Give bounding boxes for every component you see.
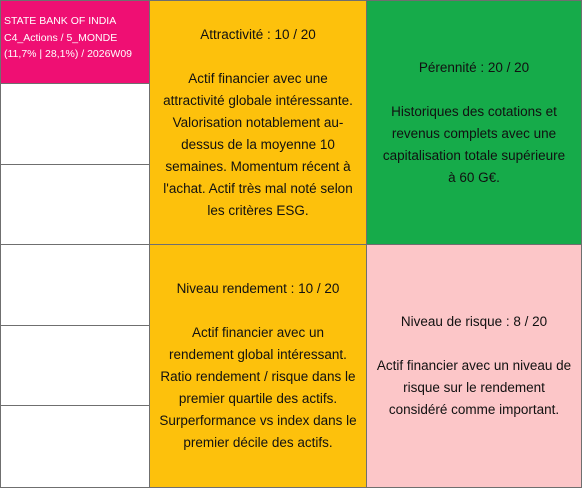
perennite-panel [366, 0, 582, 245]
asset-name: STATE BANK OF INDIA [4, 15, 117, 27]
risque-title: Niveau de risque : 8 / 20 [400, 314, 548, 329]
blank-cell [0, 164, 150, 245]
risque-description: Actif financier avec un niveau de risque sur le rendement considéré comme important. [376, 358, 572, 417]
attractivite-title: Attractivité : 10 / 20 [200, 26, 316, 42]
rendement-description: Actif financier avec un rendement global intéressant. Ratio rendement / risque dans le premier quartile des actifs. Surperformance vs index dans le premier décile des actifs. [159, 325, 357, 450]
attractivite-panel [149, 0, 367, 245]
asset-category: C4_Actions / 5_MONDE [4, 31, 118, 44]
asset-header-cell [0, 0, 150, 84]
attractivite-description: Actif financier avec une attractivité globale intéressante. Valorisation notablement au- dessus de la moyenne 10 semaines. Momentum récent à l'achat. Actif très mal noté selon les critères ESG. [163, 70, 353, 218]
asset-stats: (11,7% | 28,1%) / 2026W09 [4, 48, 133, 60]
rendement-panel [149, 244, 367, 488]
perennite-description: Historiques des cotations et revenus complets avec une capitalisation totale supérieure à 60 G€. [382, 103, 566, 185]
perennite-title: Pérennité : 20 / 20 [418, 59, 530, 75]
blank-cell [0, 325, 150, 406]
risque-panel [366, 244, 582, 488]
rendement-title: Niveau rendement : 10 / 20 [176, 281, 340, 296]
blank-cell [0, 405, 150, 488]
blank-cell [0, 244, 150, 326]
blank-cell [0, 83, 150, 165]
